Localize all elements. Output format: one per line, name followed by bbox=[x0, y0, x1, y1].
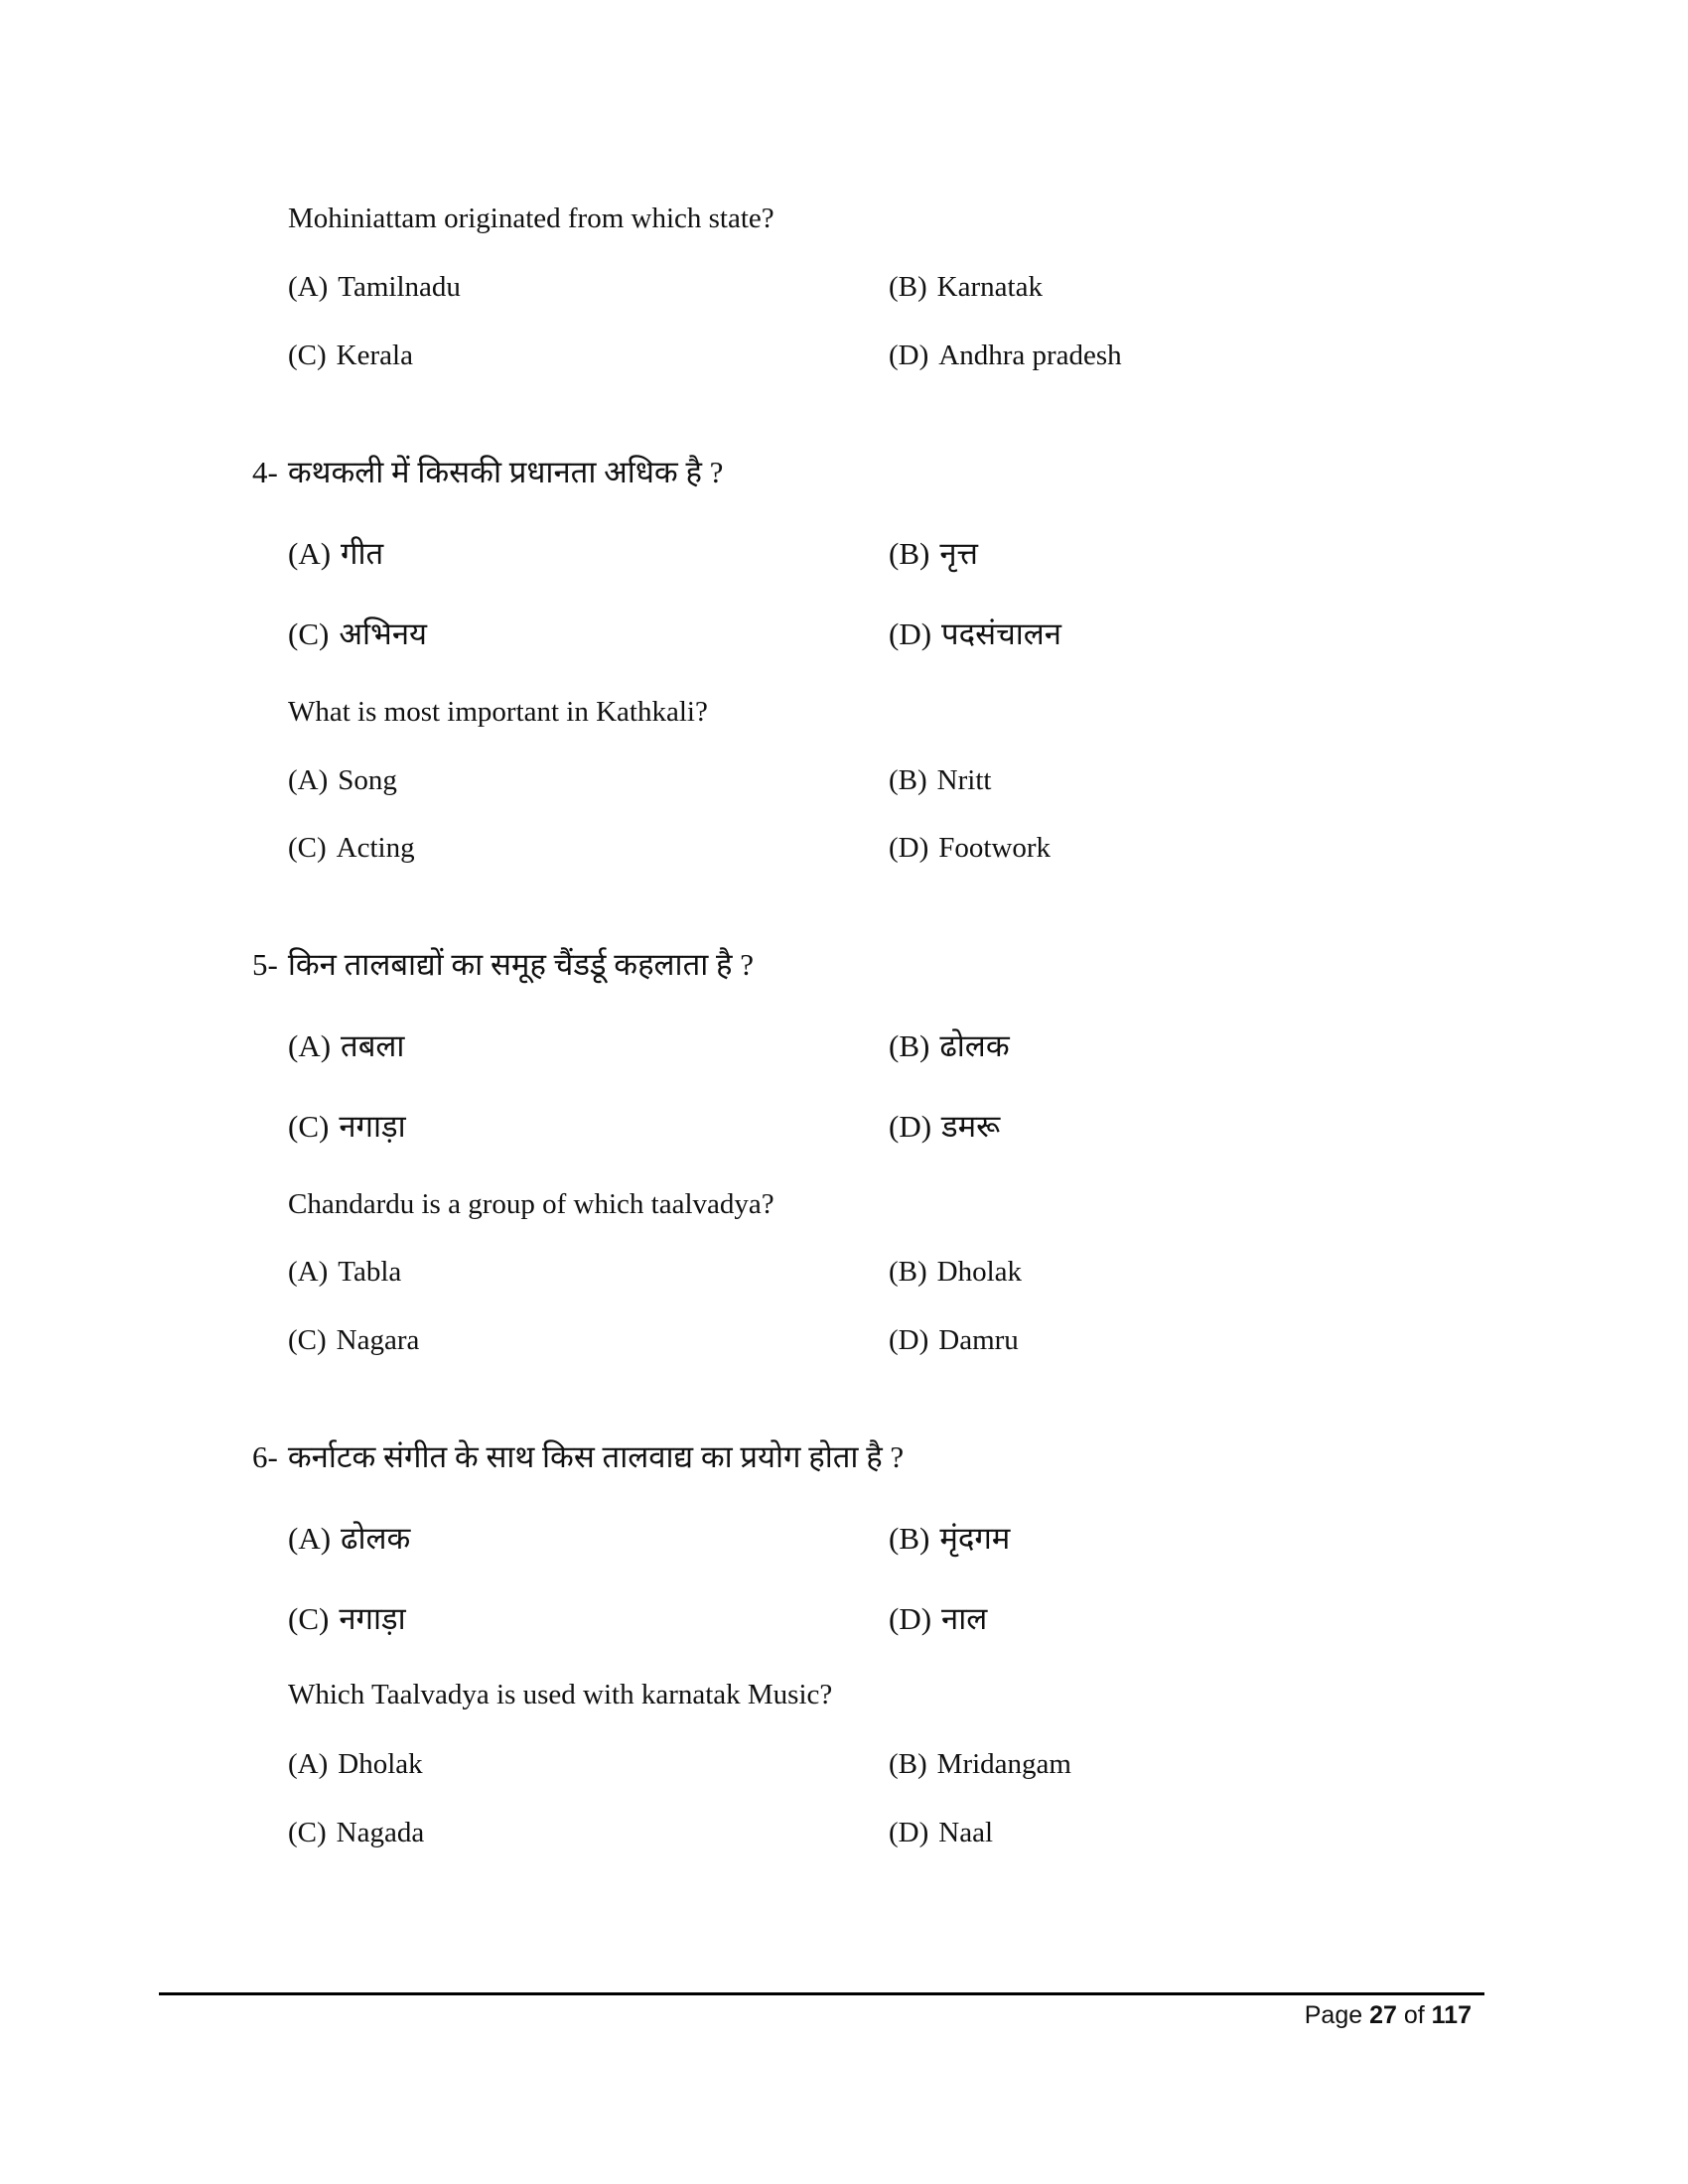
option-text: Andhra pradesh bbox=[938, 340, 1122, 371]
option-label: (D) bbox=[889, 1109, 932, 1144]
option-label: (D) bbox=[889, 1817, 929, 1848]
option-d bbox=[889, 1322, 1019, 1358]
question-number: 5- bbox=[252, 947, 278, 982]
option-b bbox=[889, 1028, 1010, 1064]
option-label: (B) bbox=[889, 1521, 930, 1556]
option-text: Acting bbox=[336, 832, 415, 864]
option-a bbox=[288, 762, 397, 798]
option-text: Dholak bbox=[338, 1748, 423, 1780]
option-label: (A) bbox=[288, 764, 329, 796]
option-label: (D) bbox=[889, 340, 929, 371]
option-label: (B) bbox=[889, 1256, 927, 1288]
option-text: Nagada bbox=[336, 1817, 425, 1848]
option-label: (C) bbox=[288, 1601, 330, 1636]
option-label: (A) bbox=[288, 1748, 329, 1780]
option-text: अभिनय bbox=[339, 616, 428, 651]
option-text: Footwork bbox=[938, 832, 1052, 864]
question-5-hindi bbox=[252, 947, 754, 983]
option-d bbox=[889, 830, 1051, 866]
option-label: (C) bbox=[288, 1817, 327, 1848]
option-text: Nritt bbox=[936, 764, 992, 796]
option-text: Song bbox=[338, 764, 397, 796]
option-d bbox=[889, 1109, 1000, 1145]
option-label: (D) bbox=[889, 1324, 929, 1356]
question-text-en: Chandardu is a group of which taalvadya? bbox=[288, 1188, 774, 1220]
option-label: (A) bbox=[288, 1028, 332, 1063]
total-pages: 117 bbox=[1431, 2001, 1472, 2029]
option-c bbox=[288, 1322, 419, 1358]
option-label: (B) bbox=[889, 536, 930, 571]
current-page: 27 bbox=[1369, 2001, 1397, 2029]
option-a bbox=[288, 1746, 423, 1782]
option-label: (A) bbox=[288, 536, 332, 571]
option-text: Damru bbox=[938, 1324, 1019, 1356]
option-d bbox=[889, 1815, 993, 1850]
option-d bbox=[889, 338, 1122, 373]
option-text: नगाड़ा bbox=[339, 1601, 406, 1636]
option-label: (D) bbox=[889, 616, 932, 651]
page-number bbox=[1305, 2001, 1472, 2030]
option-c bbox=[288, 338, 413, 373]
of-word: of bbox=[1403, 2001, 1425, 2029]
question-text-en: Mohiniattam originated from which state? bbox=[288, 203, 774, 234]
option-b bbox=[889, 536, 978, 572]
option-c bbox=[288, 830, 415, 866]
option-c bbox=[288, 1109, 406, 1145]
option-label: (C) bbox=[288, 1109, 330, 1144]
option-b bbox=[889, 1746, 1071, 1782]
option-text: Naal bbox=[938, 1817, 994, 1848]
question-4-hindi bbox=[252, 455, 723, 490]
question-text-hi: किन तालबाद्यों का समूह चैंडर्डू कहलाता है ? bbox=[287, 947, 755, 982]
option-text: नगाड़ा bbox=[339, 1109, 406, 1144]
question-number: 6- bbox=[252, 1439, 278, 1474]
option-d bbox=[889, 616, 1061, 652]
option-text: मृंदगम bbox=[939, 1521, 1011, 1556]
option-text: नाल bbox=[941, 1601, 988, 1636]
option-label: (A) bbox=[288, 271, 329, 303]
option-label: (A) bbox=[288, 1256, 329, 1288]
option-a bbox=[288, 269, 461, 305]
option-text: Karnatak bbox=[936, 271, 1043, 303]
option-text: पदसंचालन bbox=[941, 616, 1062, 651]
option-text: Nagara bbox=[336, 1324, 420, 1356]
option-text: ढोलक bbox=[939, 1028, 1010, 1063]
option-a bbox=[288, 1521, 410, 1557]
option-text: तबला bbox=[341, 1028, 405, 1063]
option-label: (B) bbox=[889, 1748, 927, 1780]
option-text: नृत्त bbox=[939, 536, 978, 571]
question-text-hi: कथकली में किसकी प्रधानता अधिक है ? bbox=[287, 455, 724, 489]
option-label: (C) bbox=[288, 1324, 327, 1356]
option-b bbox=[889, 1254, 1022, 1290]
option-text: Mridangam bbox=[936, 1748, 1071, 1780]
option-text: डमरू bbox=[941, 1109, 1001, 1144]
question-text-en: Which Taalvadya is used with karnatak Music? bbox=[288, 1679, 833, 1710]
question-text-hi: कर्नाटक संगीत के साथ किस तालवाद्य का प्रयोग होता है ? bbox=[287, 1439, 905, 1474]
option-c bbox=[288, 1601, 406, 1637]
option-d bbox=[889, 1601, 987, 1637]
option-a bbox=[288, 1254, 401, 1290]
option-label: (B) bbox=[889, 271, 927, 303]
option-text: गीत bbox=[341, 536, 384, 571]
option-label: (D) bbox=[889, 832, 929, 864]
option-text: Tabla bbox=[338, 1256, 402, 1288]
option-label: (D) bbox=[889, 1601, 932, 1636]
option-text: Dholak bbox=[936, 1256, 1023, 1288]
option-b bbox=[889, 1521, 1010, 1557]
option-text: Kerala bbox=[336, 340, 413, 371]
option-a bbox=[288, 536, 383, 572]
option-label: (C) bbox=[288, 340, 327, 371]
footer-divider bbox=[159, 1992, 1484, 1995]
option-label: (A) bbox=[288, 1521, 332, 1556]
option-a bbox=[288, 1028, 404, 1064]
option-c bbox=[288, 616, 427, 652]
option-c bbox=[288, 1815, 424, 1850]
option-b bbox=[889, 762, 991, 798]
question-text-en: What is most important in Kathkali? bbox=[288, 696, 708, 728]
question-number: 4- bbox=[252, 455, 278, 489]
page-word: Page bbox=[1304, 2001, 1363, 2029]
option-b bbox=[889, 269, 1043, 305]
option-label: (C) bbox=[288, 832, 327, 864]
option-label: (C) bbox=[288, 616, 330, 651]
option-label: (B) bbox=[889, 764, 927, 796]
option-text: ढोलक bbox=[341, 1521, 411, 1556]
option-label: (B) bbox=[889, 1028, 930, 1063]
option-text: Tamilnadu bbox=[338, 271, 461, 303]
question-6-hindi bbox=[252, 1439, 904, 1475]
